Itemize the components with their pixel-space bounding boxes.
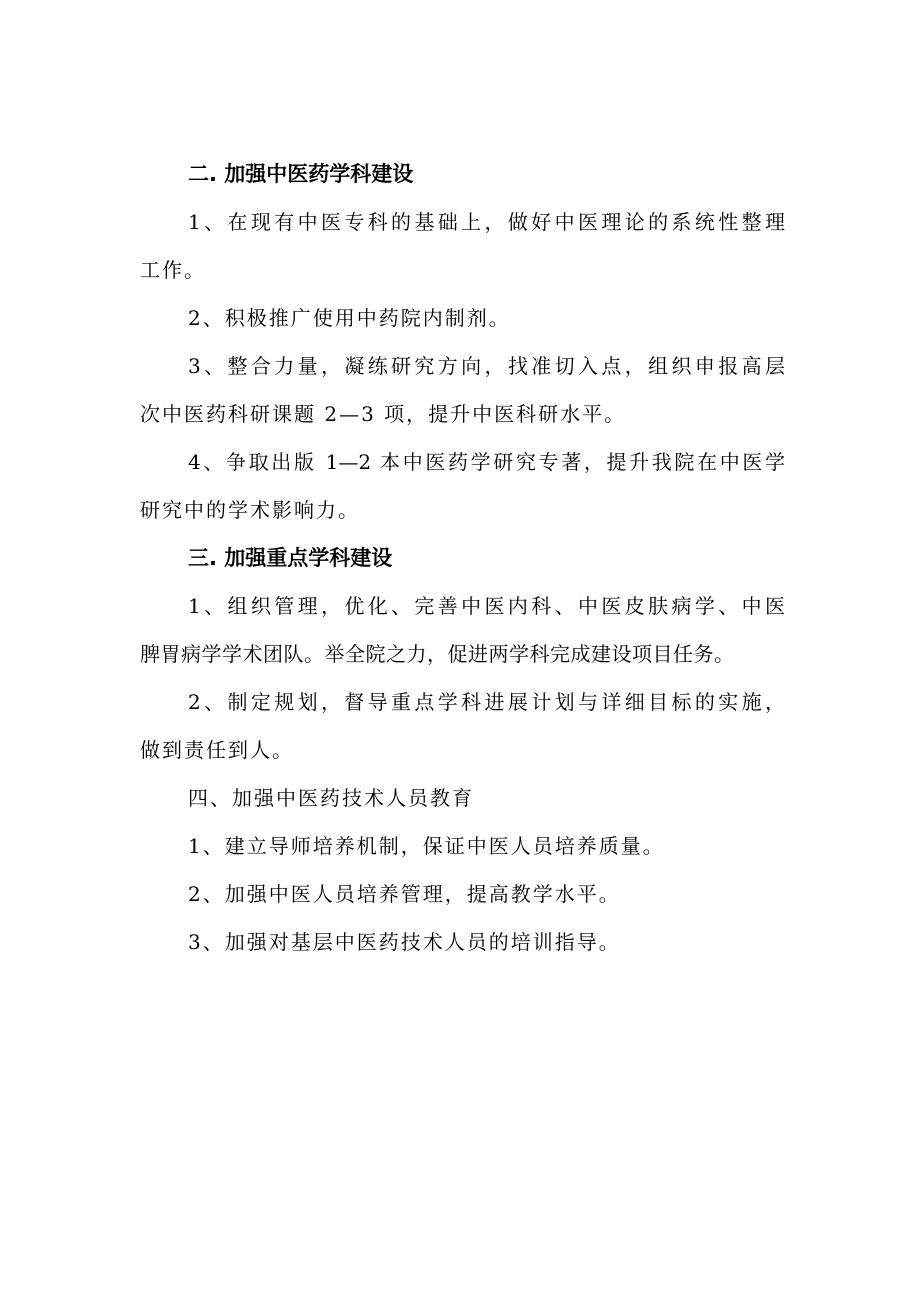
paragraph bbox=[140, 822, 785, 870]
paragraph-line: 做到责任到人。 bbox=[140, 738, 294, 762]
section-3 bbox=[140, 534, 785, 774]
paragraph-line: 工作。 bbox=[140, 258, 206, 282]
paragraph-line: 次中医药科研课题 2—3 项，提升中医科研水平。 bbox=[140, 402, 627, 426]
paragraph-line: 脾胃病学学术团队。举全院之力，促进两学科完成建设项目任务。 bbox=[140, 642, 735, 666]
paragraph-line: 3、加强对基层中医药技术人员的培训指导。 bbox=[188, 930, 621, 954]
paragraph bbox=[140, 438, 785, 534]
paragraph-line: 2、积极推广使用中药院内制剂。 bbox=[188, 306, 511, 330]
paragraph bbox=[140, 294, 785, 342]
paragraph bbox=[140, 870, 785, 918]
section-heading: 四、加强中医药技术人员教育 bbox=[188, 786, 474, 810]
section-heading: 三. 加强重点学科建设 bbox=[188, 546, 393, 570]
section-2 bbox=[140, 150, 785, 534]
paragraph-line: 3、整合力量，凝练研究方向，找准切入点，组织申报高层 bbox=[188, 354, 785, 378]
paragraph-line: 2、加强中医人员培养管理，提高教学水平。 bbox=[188, 882, 621, 906]
paragraph-line: 研究中的学术影响力。 bbox=[140, 498, 360, 522]
paragraph bbox=[140, 582, 785, 678]
paragraph-line: 1、建立导师培养机制，保证中医人员培养质量。 bbox=[188, 834, 665, 858]
paragraph-line: 4、争取出版 1—2 本中医药学研究专著，提升我院在中医学 bbox=[188, 450, 785, 474]
paragraph-line: 1、组织管理，优化、完善中医内科、中医皮肤病学、中医 bbox=[188, 594, 785, 618]
paragraph bbox=[140, 198, 785, 294]
document-body bbox=[140, 150, 785, 966]
section-heading: 二. 加强中医药学科建设 bbox=[188, 162, 414, 186]
paragraph bbox=[140, 678, 785, 774]
paragraph-line: 2、制定规划，督导重点学科进展计划与详细目标的实施， bbox=[188, 690, 785, 714]
paragraph bbox=[140, 918, 785, 966]
paragraph-line: 1、在现有中医专科的基础上，做好中医理论的系统性整理 bbox=[188, 210, 785, 234]
section-4 bbox=[140, 774, 785, 966]
paragraph bbox=[140, 342, 785, 438]
